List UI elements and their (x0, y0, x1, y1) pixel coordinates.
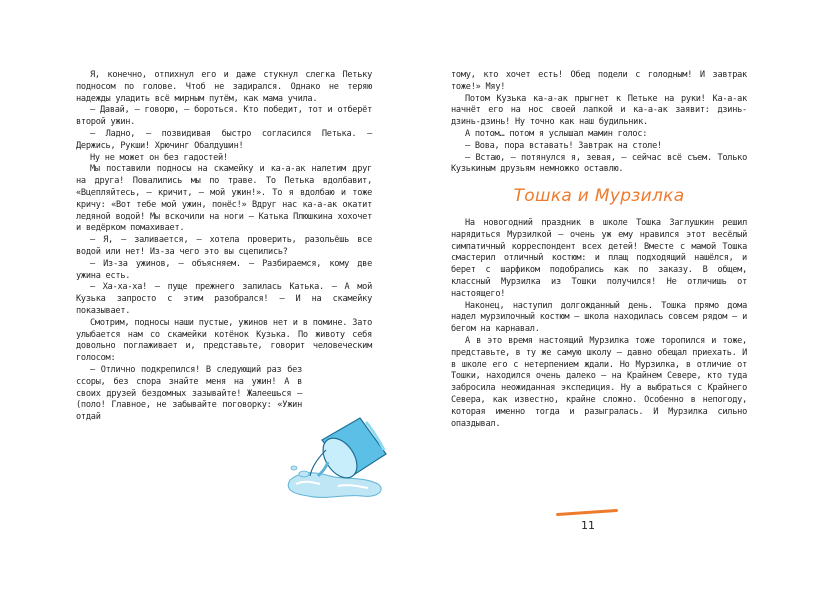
paragraph: – Ладно, – позвидивая быстро согласился Петька. – Держись, Рукши! Хрючинг Обалдушин! (76, 128, 372, 151)
paragraph: На новогодний праздник в школе Тошка Заглушкин решил нарядиться Мурзилкой – очень уж ему нравился этот весёлый симпатичный корреспондент всех детей! Вместе с мамой Тошка смастерил отличный костюм: и плащ подходящий нашёлся, и берет с шарфиком подобрались как по заказу. В общем, классный Мурзилка из Тошки получился! Не отличишь от настоящего! (451, 217, 747, 299)
page-number-underline (556, 509, 618, 516)
paragraph: Потом Кузька ка-а-ак прыгнет к Петьке на руки! Ка-а-ак начнёт его на нос своей лапкой и ка-а-ак заявит: дзинь-дзинь-дзинь! Ну точно как наш будильник. (451, 93, 747, 128)
paragraph: Ну не может он без гадостей! (90, 152, 228, 163)
paragraph: А потом… потом я услышал мамин голос: (465, 128, 648, 139)
paragraph: Наконец, наступил долгожданный день. Тошка прямо дома надел мурзилочный костюм – школа находилась совсем рядом – и бегом на карнавал. (451, 300, 747, 335)
paragraph: – Встаю, – потянулся я, зевая, – сейчас всё съем. Только Кузькиным друзьям немножко оставлю. (451, 152, 747, 175)
paragraph: тому, кто хочет есть! Обед подели с голодным! И завтрак тоже!» Мяу! (451, 70, 747, 92)
paragraph: Смотрим, подносы наши пустые, ужинов нет и в помине. Зато улыбается нам со скамейки котёнок Кузька. По животу себя довольно поглаживает и, представьте, говорит человеческим голосом: (76, 317, 372, 364)
page-number: 11 (581, 519, 595, 532)
paragraph: – Ха-ха-ха! – пуще прежнего залилась Катька. – А мой Кузька запросто с этим разобрался! – И на скамейку показывает. (76, 282, 372, 316)
paragraph: – Вова, пора вставать! Завтрак на столе! (465, 140, 662, 151)
paragraph: – Отлично подкрепился! В следующий раз без ссоры, без спора знайте меня на ужин! А в своих друзей бездомных зазывайте! Жалеешься – (поло! Главное, не забывайте поговорку: «Ужин отдай (76, 364, 302, 423)
paragraph: Мы поставили подносы на скамейку и ка-а-ак налетим друг на друга! Повалились мы по траве. То Петька вдолбавит, «Вцепляйтесь, – кричит, – мой ужин!». То я вдолбаю и тоже кричу: «Вот тебе мой ужин, понёс!» Вдруг нас ка-а-ак окатит ледяной водой! Мы вскочили на ноги – Катька Плюшкина хохочет и ведёрком помахивает. (76, 164, 372, 234)
paragraph: – Из-за ужинов, – объясняем. – Разбираемся, кому две ужина есть. (76, 258, 372, 281)
paragraph: Я, конечно, отпихнул его и даже стукнул слегка Петьку подносом по голове. Чтоб не задирался. Однако не теряю надежды уладить всё мирным путём, как мама учила. (76, 70, 372, 104)
left-page-text (76, 70, 372, 424)
water-bucket-icon (282, 410, 392, 502)
paragraph: – Я, – заливается, – хотела проверить, разольёшь все водой или нет! Из-за чего это вы сцепились? (76, 235, 372, 257)
paragraph: А в это время настоящий Мурзилка тоже торопился и тоже, представьте, в ту же самую школу – давно обещал приехать. И в школе его с нетерпением ждали. Но Мурзилка, в отличие от Тошки, находился очень далеко – на Крайнем Севере, кто туда забросила неожиданная экспедиция. Ну а выбраться с Крайнего Севера, как известно, крайне сложно. Особенно в непогоду, которая именно тогда и разыгралась. И Мурзилка сильно опаздывал. (451, 335, 747, 429)
right-page-text (451, 70, 747, 430)
paragraph: – Давай, – говорю, – бороться. Кто победит, тот и отберёт второй ужин. (76, 105, 372, 128)
story-title: Тошка и Мурзилка (513, 186, 685, 207)
